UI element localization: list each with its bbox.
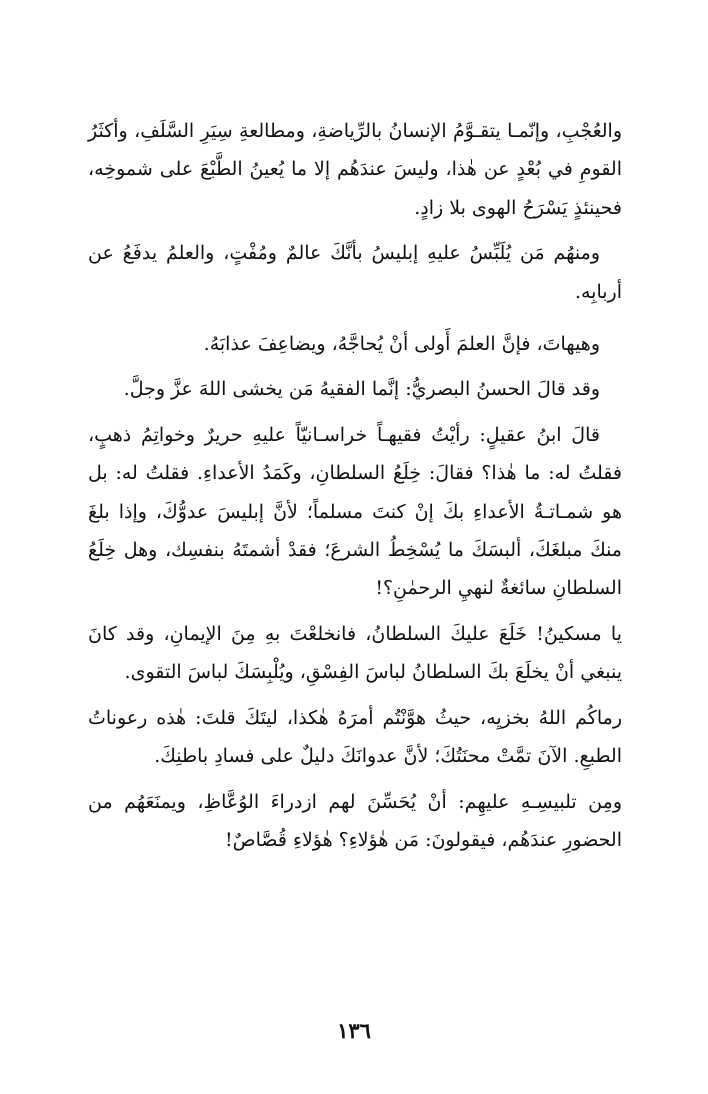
paragraph-4: وقد قالَ الحسنُ البصريُّ: إنَّما الفقيهُ مَن يخشى اللهَ عزَّ وجلَّ. [123,378,600,401]
paragraph-3: وهيهاتَ، فإنَّ العلمَ أَولى أنْ يُحاجَّهُ، ويضاعِفَ عذابَهُ. [203,333,600,356]
paragraph-7: رماكُم اللهُ بخزيِه، حيثُ هوَّنْتُم أمرَهُ هٰكذا، ليتَكَ قلتَ: هٰذه رعوناتُ الطبعِ. الآنَ تمَّتْ محنَتُكَ؛ لأنَّ عدوانَكَ دليلٌ على فسادِ باطنِكَ. [88,706,622,768]
paragraph-1: والعُجْبِ، وإنّمـا يتقـوَّمُ الإنسانُ بالرِّياضةِ، ومطالعةِ سِيَرِ السَّلَفِ، وأكثَرُ القومِ في بُعْدٍ عن هٰذا، وليسَ عندَهُم إلا ما يُعينُ الطَّبْعَ على شموخِه، فحينئذٍ يَسْرَحُ الهوى بلا زادٍ. [88,120,622,219]
paragraph-6: يا مسكينُ! خَلَعَ عليكَ السلطانُ، فانخلعْتَ بهِ مِنَ الإيمانِ، وقد كانَ ينبغي أنْ يخلَعَ بكَ السلطانُ لباسَ الفِسْقِ، ويُلْبِسَكَ لباسَ التقوى. [88,622,622,684]
body-text [88,112,622,859]
paragraph-5: قالَ ابنُ عقيلٍ: رأيْتُ فقيهـاً خراسـانيّاً عليهِ حريرٌ وخواتِمُ ذهبٍ، فقلتُ له: ما هٰذا؟ فقالَ: خِلَعُ السلطانِ، وكَمَدُ الأعداءِ. فقلتُ له: بل هو شمـاتـةُ الأعداءِ بكَ إنْ كنتَ مسلماً؛ لأنَّ إبليسَ عدوُّكَ، وإذا بلغَ منكَ مبلغَكَ، ألبسَكَ ما يُسْخِطُ الشرعَ؛ فقدْ أشمتَهُ بنفسِك، وهل خِلَعُ السلطانِ سائغةٌ لنهيِ الرحمٰنِ؟! [88,423,622,600]
page-number: ١٣٦ [337,1018,371,1043]
paragraph-8: ومِن تلبيسِـهِ عليهِم: أنْ يُحَسِّنَ لهم ازدراءَ الوُعَّاظِ، ويمنَعَهُم من الحضورِ عندَهُم، فيقولونَ: مَن هٰؤلاءِ؟ هٰؤلاءِ قُصَّاصٌ! [88,790,622,851]
paragraph-2: ومنهُم مَن يُلَبِّسُ عليهِ إبليسُ بأنَّكَ عالمٌ ومُفْتٍ، والعلمُ يدفَعُ عن أربابِه. [88,242,622,303]
